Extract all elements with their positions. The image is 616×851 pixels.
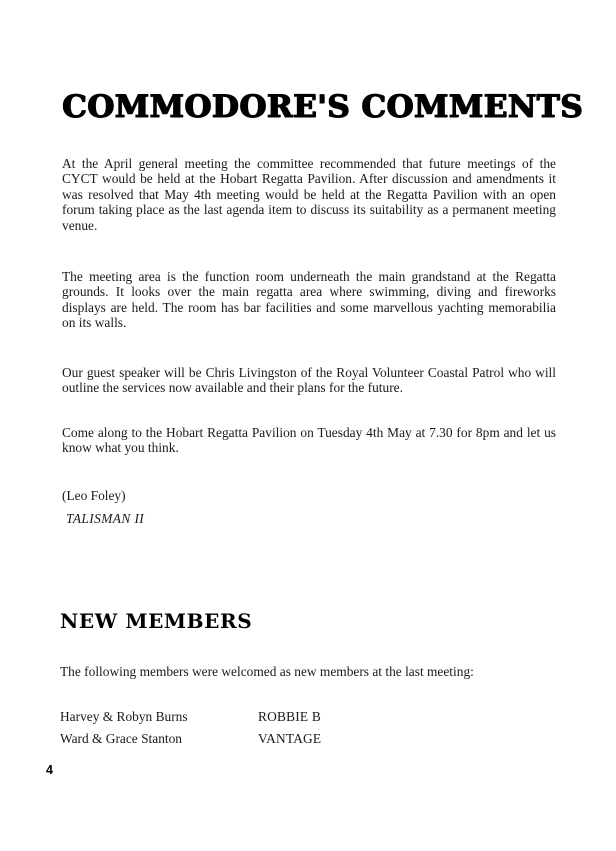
comments-paragraph-1: At the April general meeting the committee recommended that future meetings of the CYCT would be held at the Hobart Regatta Pavilion. After discussion and amendments it was resolved that May 4th meeting would be held at the Regatta Pavilion with an open forum taking place as the last agenda item to discuss its suitability as a permanent meeting venue. xyxy=(62,156,556,233)
signature-name: (Leo Foley) xyxy=(62,488,126,503)
comments-paragraph-4: Come along to the Hobart Regatta Pavilion on Tuesday 4th May at 7.30 for 8pm and let us know what you think. xyxy=(62,425,556,456)
signature-boat: TALISMAN II xyxy=(66,511,145,526)
member-boat: VANTAGE xyxy=(258,731,322,746)
new-members-title: NEW MEMBERS xyxy=(60,609,253,633)
commodores-comments-title: COMMODORE'S COMMENTS xyxy=(62,89,583,125)
comments-paragraph-3: Our guest speaker will be Chris Livingston of the Royal Volunteer Coastal Patrol who will outline the services now available and their plans for the future. xyxy=(62,365,556,396)
page-number: 4 xyxy=(46,763,53,777)
member-boat: ROBBIE B xyxy=(258,709,321,724)
member-name: Harvey & Robyn Burns xyxy=(60,709,188,724)
member-name: Ward & Grace Stanton xyxy=(60,731,182,746)
new-members-list xyxy=(60,709,520,753)
list-item xyxy=(60,731,520,753)
new-members-intro: The following members were welcomed as new members at the last meeting: xyxy=(60,664,474,679)
comments-paragraph-2: The meeting area is the function room underneath the main grandstand at the Regatta grounds. It looks over the main regatta area where swimming, diving and fireworks displays are held. The room has bar facilities and some marvellous yachting memorabilia on its walls. xyxy=(62,269,556,331)
list-item xyxy=(60,709,520,731)
